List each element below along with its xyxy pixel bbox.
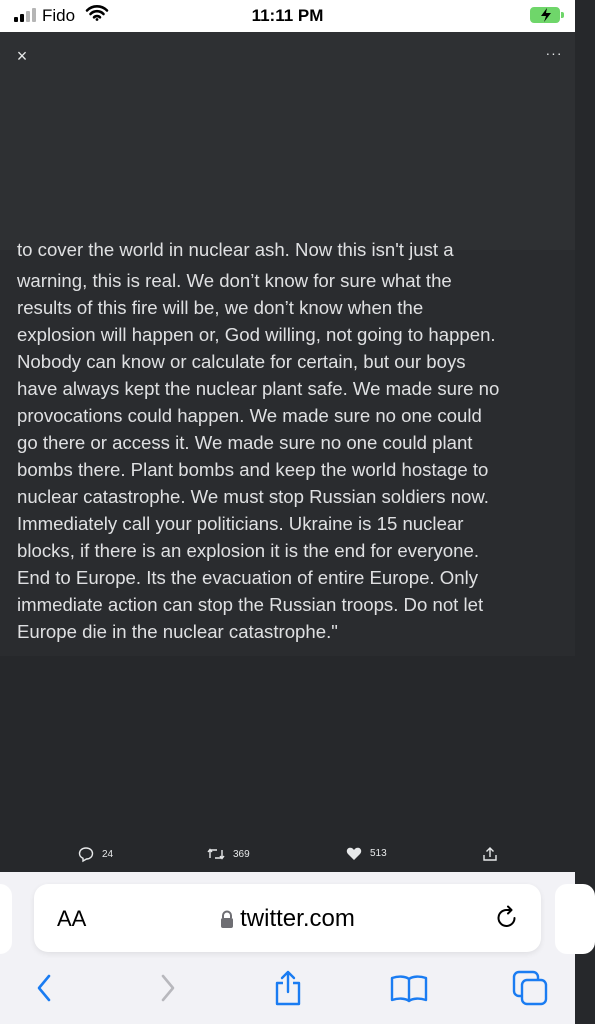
heart-icon xyxy=(346,846,362,861)
text-line: Immediately call your politicians. Ukraine is 15 nuclear xyxy=(17,513,464,534)
retweet-button[interactable] xyxy=(207,846,250,862)
text-line: warning, this is real. We don’t know for sure what the xyxy=(17,270,452,291)
tweet-image-text xyxy=(0,239,575,656)
text-line: results of this fire will be, we don’t know when the xyxy=(17,297,424,318)
status-time: 11:11 PM xyxy=(251,6,324,25)
url-text: twitter.com xyxy=(240,905,355,932)
bookmarks-button[interactable] xyxy=(389,970,429,1010)
safari-toolbar xyxy=(0,970,575,1014)
battery-icon xyxy=(530,7,560,23)
tabs-icon xyxy=(512,970,548,1011)
text-line: nuclear catastrophe. We must stop Russian soldiers now. xyxy=(17,486,489,507)
address-bar[interactable] xyxy=(34,884,541,952)
back-icon xyxy=(36,974,52,1007)
tabs-button[interactable] xyxy=(510,970,550,1010)
status-bar xyxy=(0,0,575,32)
media-viewer-header xyxy=(0,32,575,250)
retweet-count: 369 xyxy=(233,848,250,860)
previous-tab-card[interactable] xyxy=(0,884,12,954)
text-line: bombs there. Plant bombs and keep the world hostage to xyxy=(17,459,489,480)
share-icon xyxy=(273,970,303,1011)
reply-button[interactable] xyxy=(78,846,113,862)
close-button[interactable]: × xyxy=(16,46,28,66)
like-button[interactable] xyxy=(346,846,387,861)
lock-icon xyxy=(220,907,234,935)
text-line: have always kept the nuclear plant safe. We made sure no xyxy=(17,378,500,399)
text-line: immediate action can stop the Russian troops. Do not let xyxy=(17,594,484,615)
tweet-text-body xyxy=(17,267,567,645)
text-line: Europe die in the nuclear catastrophe." xyxy=(17,621,338,642)
reply-count: 24 xyxy=(102,848,114,860)
share-tweet-button[interactable] xyxy=(482,846,498,862)
text-line: End to Europe. Its the evacuation of entire Europe. Only xyxy=(17,567,478,588)
more-options-button[interactable]: ··· xyxy=(545,45,563,61)
text-line: provocations could happen. We made sure no one could xyxy=(17,405,482,426)
forward-button[interactable] xyxy=(148,970,188,1010)
reload-button[interactable] xyxy=(495,904,519,935)
retweet-icon xyxy=(207,846,225,862)
cut-off-text-line: to cover the world in nuclear ash. Now this isn't just a xyxy=(17,239,454,260)
share-page-button[interactable] xyxy=(268,970,308,1010)
share-icon xyxy=(482,846,498,862)
url-display[interactable] xyxy=(34,905,541,935)
page-settings-button[interactable]: AA xyxy=(57,906,87,931)
reload-icon xyxy=(495,917,519,934)
battery-cap xyxy=(561,12,564,18)
like-count: 513 xyxy=(370,848,387,859)
forward-icon xyxy=(160,974,176,1007)
reply-icon xyxy=(78,846,94,862)
tweet-action-bar xyxy=(0,840,575,872)
safari-bottom-bar xyxy=(0,872,575,1024)
back-button[interactable] xyxy=(24,970,64,1010)
carrier-name: Fido xyxy=(42,6,76,25)
bookmarks-icon xyxy=(390,974,428,1007)
text-line: go there or access it. We made sure no one could plant xyxy=(17,432,473,453)
next-tab-card[interactable] xyxy=(555,884,595,954)
text-line: blocks, if there is an explosion it is the end for everyone. xyxy=(17,540,479,561)
text-line: explosion will happen or, God willing, not going to happen. xyxy=(17,324,496,345)
text-line: Nobody can know or calculate for certain, but our boys xyxy=(17,351,466,372)
